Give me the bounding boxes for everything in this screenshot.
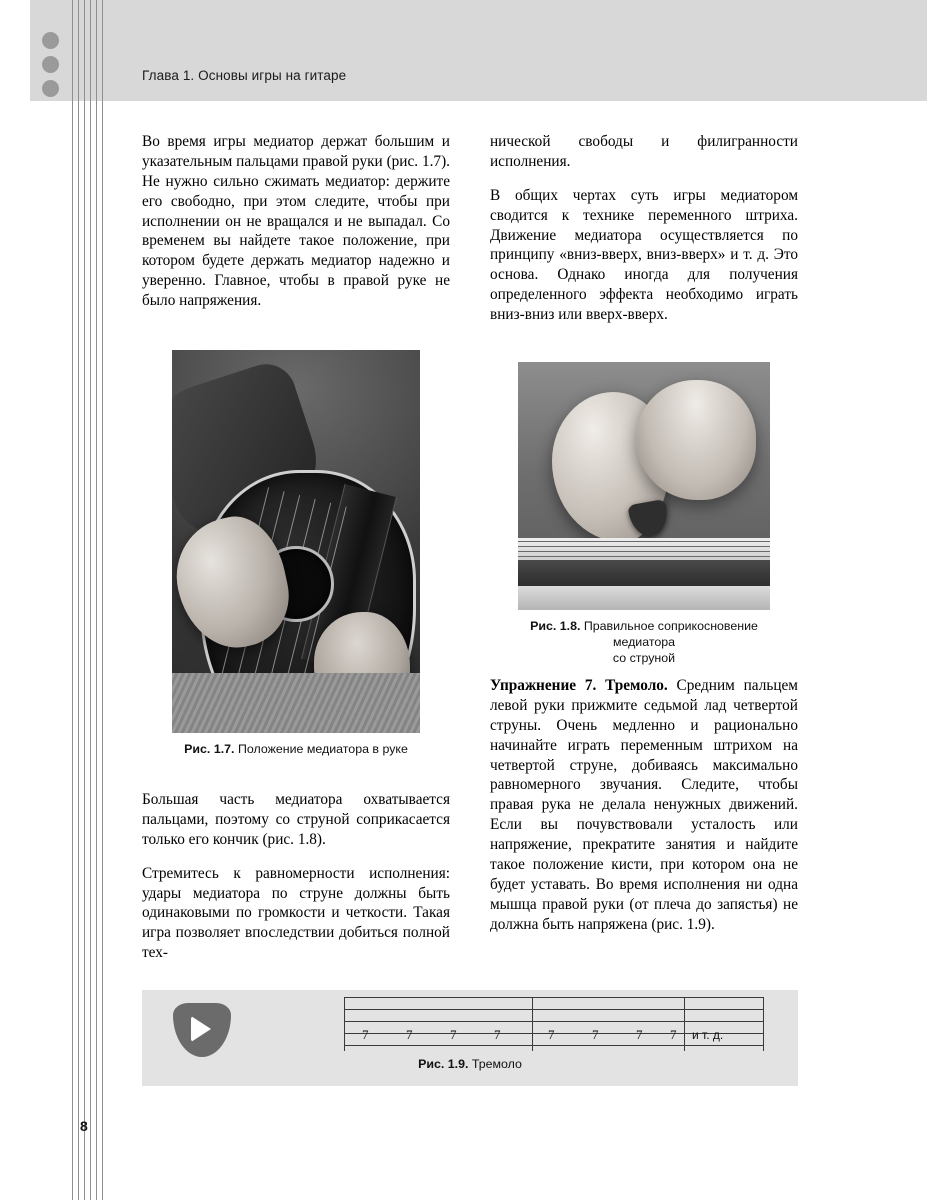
left-column	[142, 132, 450, 325]
figure-1-8-image	[518, 362, 770, 610]
page-number: 8	[80, 1118, 88, 1134]
figure-1-8-caption-line1: Правильное соприкосновение медиатора	[583, 619, 758, 650]
figure-1-7-image	[172, 350, 420, 733]
tab-fret-number: 7	[592, 1027, 599, 1042]
right-column-continued	[490, 676, 798, 948]
figure-1-9-label: Рис. 1.9.	[418, 1057, 469, 1071]
figure-1-8-caption-line2: со струной	[612, 651, 676, 666]
photo-fretboard	[518, 560, 770, 588]
pick-play-icon	[173, 1003, 231, 1057]
tab-bar-middle	[532, 997, 533, 1051]
figure-1-9	[142, 990, 798, 1086]
figure-1-7-caption	[172, 741, 420, 757]
tab-line-1	[344, 997, 764, 998]
figure-1-8	[518, 362, 770, 666]
tab-bar-final	[763, 997, 764, 1051]
tab-fret-number: 7	[362, 1027, 369, 1042]
tab-fret-number: 7	[494, 1027, 501, 1042]
tablature-staff	[344, 997, 764, 1051]
tab-fret-number: 7	[406, 1027, 413, 1042]
tab-line-3	[344, 1021, 764, 1022]
tab-bar-start	[344, 997, 345, 1051]
figure-1-9-caption-text: Тремоло	[471, 1057, 522, 1071]
photo-table-surface	[518, 586, 770, 610]
tab-fret-number: 7	[670, 1027, 677, 1042]
photo-jeans	[172, 673, 420, 733]
pick-shape	[173, 1003, 231, 1057]
paragraph-right-3: Упражнение 7. Тремоло. Средним пальцем левой руки прижмите седьмой лад четвертой струны. Очень медленно и рационально начинайте играть переменным штрихом на четвертой струне, добиваясь максимально равномерного звучания. Следите, чтобы правая рука не делала ненужных движений. Если вы почувствовали усталость или напряжение, прекратите занятия и найдите такое положение кисти, при котором она не будет уставать. Во время исполнения ни одна мышца правой руки (от плеча до запястья) не должна быть напряжена (рис. 1.9).	[490, 677, 798, 933]
photo-index-finger	[636, 380, 756, 500]
figure-1-9-caption	[142, 1056, 798, 1072]
paragraph-right-1: нической свободы и филигранности исполнения.	[490, 133, 798, 170]
tab-bar-end	[684, 997, 685, 1051]
figure-1-7	[172, 350, 420, 757]
chapter-title: Глава 1. Основы игры на гитаре	[142, 68, 347, 83]
figure-1-8-label: Рис. 1.8.	[530, 619, 581, 633]
tab-fret-number: 7	[548, 1027, 555, 1042]
paragraph-right-2: В общих чертах суть игры медиатором сводится к технике переменного штриха. Движение медиатора осуществляется по принципу «вниз-вверх, вниз-вверх» и т. д. Это основа. Однако иногда для получения определенного эффекта необходимо играть вниз-вниз или вверх-вверх.	[490, 186, 798, 323]
left-column-continued	[142, 790, 450, 977]
tab-etc-label: и т. д.	[692, 1028, 724, 1042]
paragraph-left-2: Большая часть медиатора охватывается пальцами, поэтому со струной соприкасается только его кончик (рис. 1.8).	[142, 791, 450, 848]
paragraph-left-1: Во время игры медиатор держат большим и указательным пальцами правой руки (рис. 1.7). Не нужно сильно сжимать медиатор: держите его свободно, при этом следите, чтобы при исполнении он не вращался и не выпадал. Со временем вы найдете такое положение, при котором будете держать медиатор надежно и уверенно. Главное, чтобы в правой руке не было напряжения.	[142, 133, 450, 309]
play-triangle	[191, 1016, 211, 1042]
figure-1-7-caption-text: Положение медиатора в руке	[237, 742, 408, 756]
figure-1-8-caption	[518, 618, 770, 666]
tab-fret-number: 7	[636, 1027, 643, 1042]
right-column	[490, 132, 798, 339]
paragraph-left-3: Стремитесь к равномерности исполнения: удары медиатора по струне должны быть одинаковыми по громкости и четкости. Такая игра позволяет впоследствии добиться полной тех-	[142, 864, 450, 962]
tab-fret-number: 7	[450, 1027, 457, 1042]
figure-1-7-label: Рис. 1.7.	[184, 742, 235, 756]
tab-line-2	[344, 1009, 764, 1010]
tab-line-5	[344, 1045, 764, 1046]
photo-strings	[518, 538, 770, 560]
